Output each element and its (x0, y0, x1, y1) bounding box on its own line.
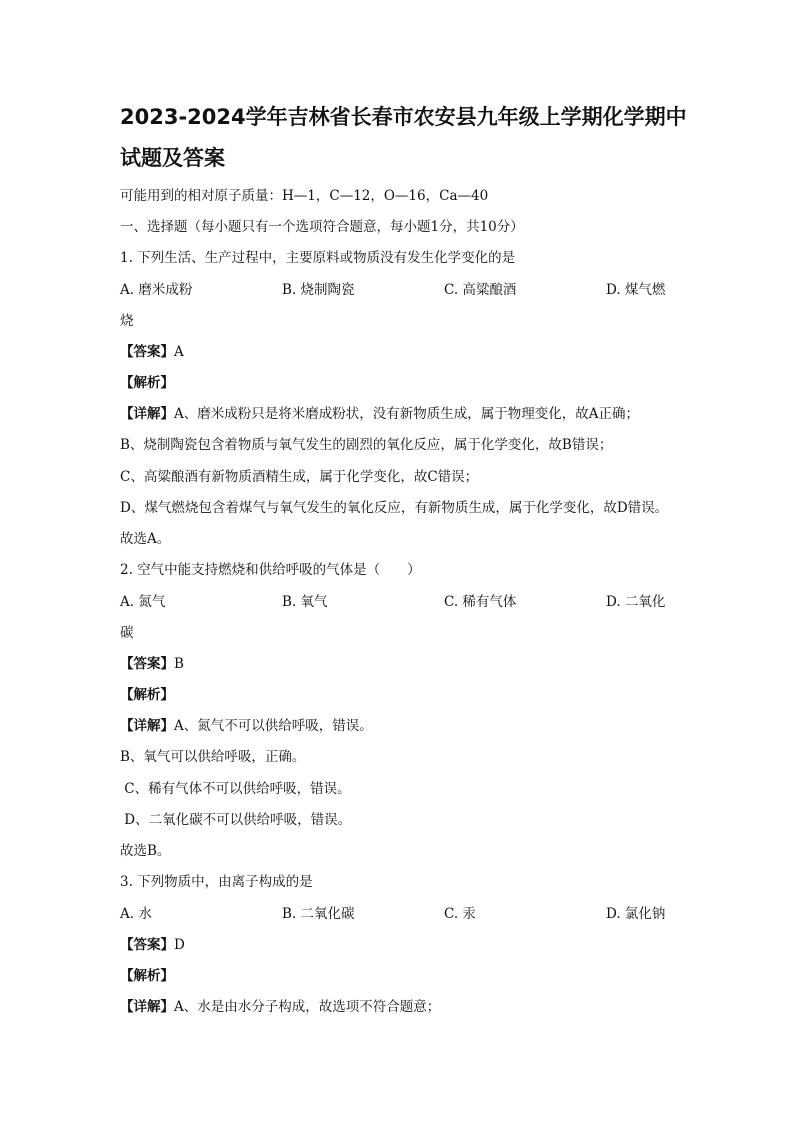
question-1-stem: 1. 下列生活、生产过程中，主要原料或物质没有发生化学变化的是 (120, 250, 516, 266)
question-2-analysis-tag: 【解析】 (120, 687, 174, 703)
question-1-option-wrap: 烧 (120, 313, 134, 329)
question-3-stem: 3. 下列物质中，由离子构成的是 (120, 874, 313, 890)
detail-text: A、水是由水分子构成，故选项不符合题意； (174, 999, 441, 1015)
question-2-answer-value: B (174, 656, 184, 672)
detail-text: A、氮气不可以供给呼吸，错误。 (174, 718, 373, 734)
question-1-detail-2: B、烧制陶瓷包含着物质与氧气发生的剧烈的氧化反应，属于化学变化，故B错误； (120, 437, 613, 453)
question-2-option-d: D. 二氧化 (606, 594, 666, 610)
question-1-detail-1 (120, 405, 639, 423)
question-2-options (120, 593, 680, 611)
question-3-option-a: A. 水 (120, 906, 152, 922)
question-1-option-d: D. 煤气燃 (606, 282, 666, 298)
question-1-detail-4: D、煤气燃烧包含着煤气与氧气发生的氧化反应，有新物质生成，属于化学变化，故D错误。 (120, 500, 669, 516)
question-2-stem: 2. 空气中能支持燃烧和供给呼吸的气体是（ ） (120, 562, 421, 578)
detail-tag: 【详解】 (120, 406, 174, 422)
question-2-option-b: B. 氧气 (282, 594, 328, 610)
answer-tag: 【答案】 (120, 344, 174, 360)
section-heading: 一、选择题（每小题只有一个选项符合题意，每小题1分，共10分） (120, 219, 524, 235)
detail-tag: 【详解】 (120, 999, 174, 1015)
question-1-answer (120, 343, 184, 361)
question-2-option-a: A. 氮气 (120, 594, 166, 610)
question-3-option-c: C. 汞 (444, 906, 476, 922)
question-2-option-wrap: 碳 (120, 625, 134, 641)
question-2-detail-4: D、二氧化碳不可以供给呼吸，错误。 (120, 812, 352, 828)
answer-tag: 【答案】 (120, 656, 174, 672)
answer-tag: 【答案】 (120, 937, 174, 953)
question-2-detail-1 (120, 717, 373, 735)
question-3-analysis-tag: 【解析】 (120, 968, 174, 984)
question-2-detail-2: B、氧气可以供给呼吸，正确。 (120, 749, 306, 765)
question-1-analysis-tag: 【解析】 (120, 375, 174, 391)
detail-text: A、磨米成粉只是将米磨成粉状，没有新物质生成，属于物理变化，故A正确； (174, 406, 639, 422)
question-3-answer (120, 936, 185, 954)
question-2-detail-3: C、稀有气体不可以供给呼吸，错误。 (120, 781, 351, 797)
question-3-option-d: D. 氯化钠 (606, 906, 666, 922)
question-1-options (120, 281, 680, 299)
atomic-mass-note: 可能用到的相对原子质量：H—1，C—12，O—16，Ca—40 (120, 188, 489, 204)
question-3-detail-1 (120, 998, 440, 1016)
question-3-answer-value: D (174, 937, 185, 953)
detail-tag: 【详解】 (120, 718, 174, 734)
question-2-option-c: C. 稀有气体 (444, 594, 517, 610)
question-1-conclusion: 故选A。 (120, 531, 171, 547)
question-1-answer-value: A (174, 344, 184, 360)
question-2-answer (120, 655, 184, 673)
question-3-options (120, 905, 680, 923)
document-title-line-2: 试题及答案 (120, 146, 225, 170)
question-1-option-a: A. 磨米成粉 (120, 282, 193, 298)
question-1-option-c: C. 高粱酿酒 (444, 282, 517, 298)
document-title-line-1: 2023-2024学年吉林省长春市农安县九年级上学期化学期中 (120, 105, 687, 129)
question-2-conclusion: 故选B。 (120, 843, 171, 859)
question-1-option-b: B. 烧制陶瓷 (282, 282, 355, 298)
question-1-detail-3: C、高粱酿酒有新物质酒精生成，属于化学变化，故C错误； (120, 469, 479, 485)
question-3-option-b: B. 二氧化碳 (282, 906, 355, 922)
